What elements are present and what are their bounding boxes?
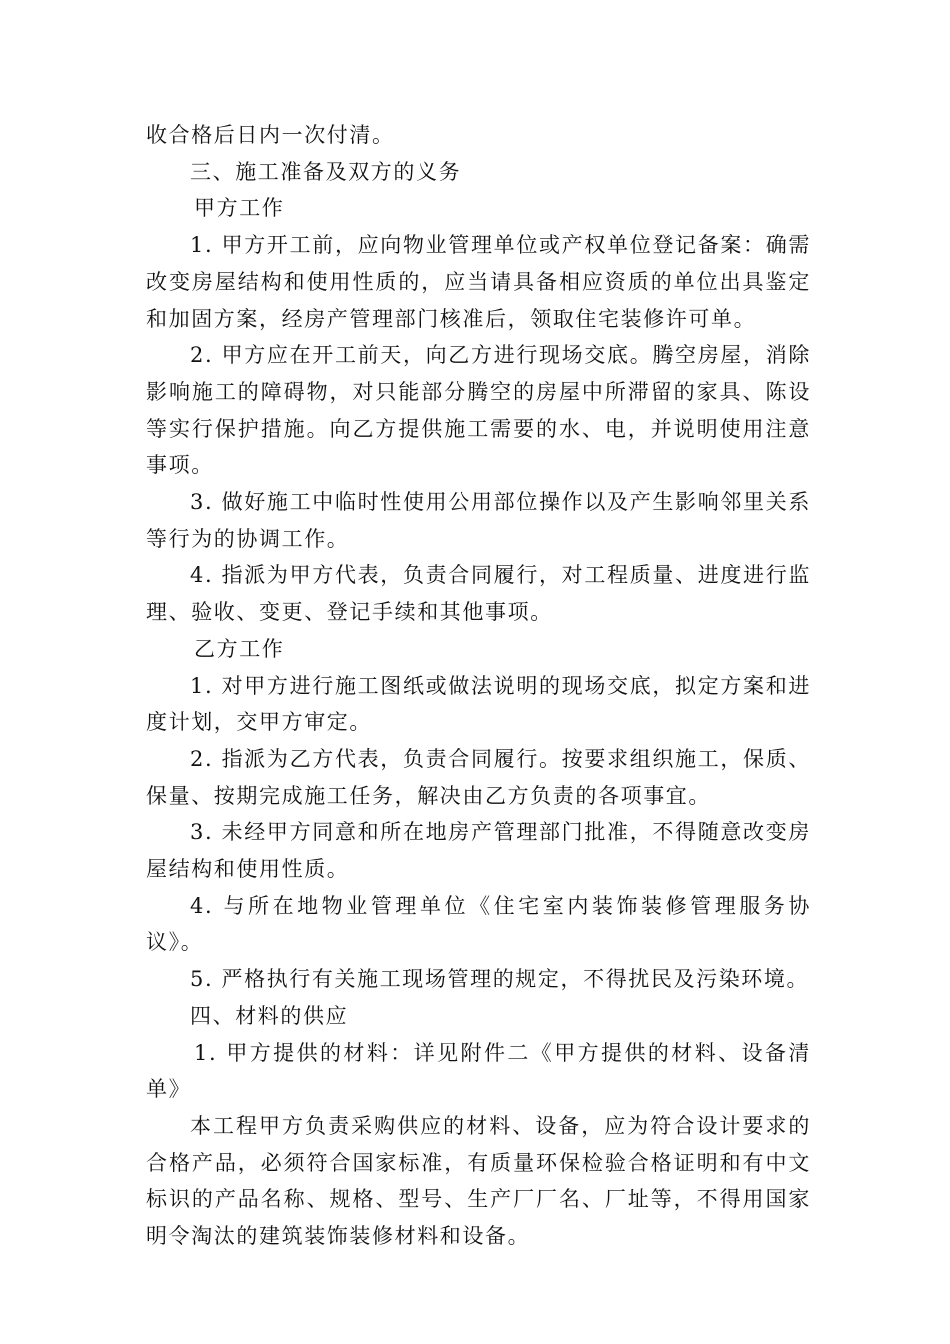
- subheading-party-b-work: 乙方工作: [194, 636, 285, 661]
- materials-item-1: 1. 甲方提供的材料：详见附件二《甲方提供的材料、设备清单》: [146, 1040, 811, 1102]
- party-b-item-1: 1. 对甲方进行施工图纸或做法说明的现场交底，拟定方案和进度计划，交甲方审定。: [146, 673, 811, 735]
- party-a-item-4: 4. 指派为甲方代表，负责合同履行，对工程质量、进度进行监理、验收、变更、登记手续和其他事项。: [146, 563, 811, 625]
- party-b-item-3: 3. 未经甲方同意和所在地房产管理部门批准，不得随意改变房屋结构和使用性质。: [146, 820, 811, 882]
- paragraph-materials-requirements: 本工程甲方负责采购供应的材料、设备，应为符合设计要求的合格产品，必须符合国家标准，有质量环保检验合格证明和有中文标识的产品名称、规格、型号、生产厂厂名、厂址等，不得用国家明令淘汰的建筑装饰装修材料和设备。: [146, 1113, 811, 1249]
- paragraph-payment-clause: 收合格后日内一次付清。: [146, 123, 395, 147]
- section-heading-preparation-obligations: 三、施工准备及双方的义务: [190, 159, 462, 184]
- party-b-item-5: 5. 严格执行有关施工现场管理的规定，不得扰民及污染环境。: [190, 967, 810, 992]
- document-body: [146, 117, 811, 1255]
- party-a-item-2: 2. 甲方应在开工前天，向乙方进行现场交底。腾空房屋，消除影响施工的障碍物，对只能部分腾空的房屋中所滞留的家具、陈设等实行保护措施。向乙方提供施工需要的水、电，并说明使用注意事项。: [146, 343, 811, 478]
- party-a-item-1: 1. 甲方开工前，应向物业管理单位或产权单位登记备案：确需改变房屋结构和使用性质的，应当请具备相应资质的单位出具鉴定和加固方案，经房产管理部门核准后，领取住宅装修许可单。: [146, 233, 811, 331]
- party-b-item-2: 2. 指派为乙方代表，负责合同履行。按要求组织施工，保质、保量、按期完成施工任务，解决由乙方负责的各项事宜。: [146, 746, 811, 808]
- subheading-party-a-work: 甲方工作: [194, 196, 285, 221]
- section-heading-materials-supply: 四、材料的供应: [190, 1003, 349, 1028]
- party-a-item-3: 3. 做好施工中临时性使用公用部位操作以及产生影响邻里关系等行为的协调工作。: [146, 490, 811, 551]
- party-b-item-4: 4. 与所在地物业管理单位《住宅室内装饰装修管理服务协议》。: [146, 893, 811, 955]
